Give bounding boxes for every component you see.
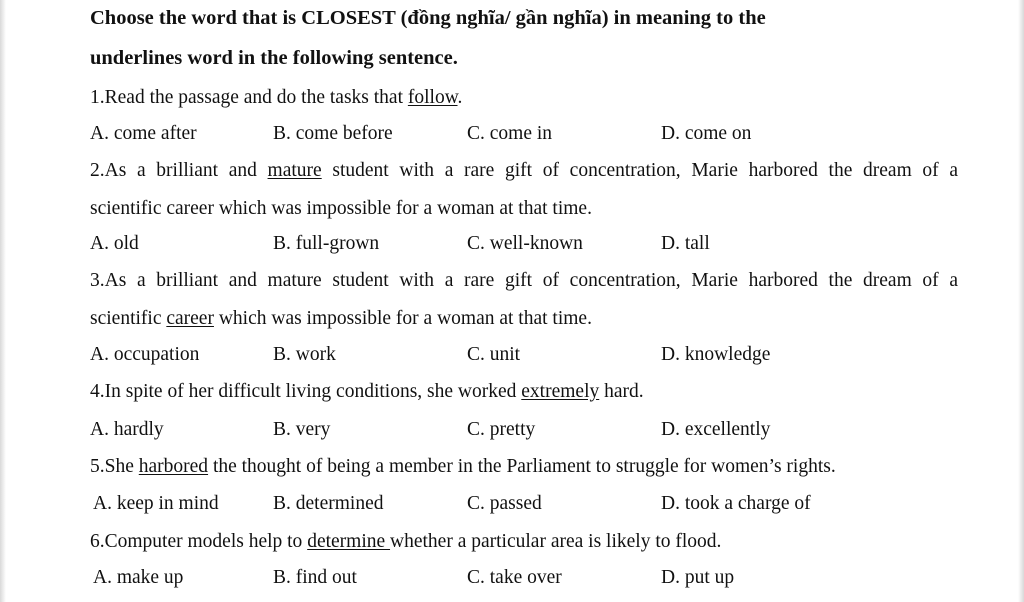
question-text: whether a particular area is likely to flood. (390, 531, 722, 552)
underlined-word: determine (307, 531, 391, 552)
question-number: 1. (90, 87, 105, 108)
option-a: A. hardly (90, 419, 164, 440)
option-a: A. come after (90, 123, 197, 144)
option-a: A. make up (93, 567, 184, 588)
instruction-line-2: underlines word in the following sentence. (90, 47, 458, 69)
question-2 (90, 159, 958, 183)
question-6 (90, 530, 721, 554)
option-c: C. take over (467, 567, 562, 588)
option-b: B. very (273, 419, 331, 440)
question-text: hard. (599, 381, 644, 402)
question-4 (90, 380, 644, 404)
question-number: 5. (90, 456, 105, 477)
option-b: B. determined (273, 493, 384, 514)
question-text: In spite of her difficult living conditions, she worked (104, 381, 522, 402)
option-d: D. knowledge (661, 344, 771, 365)
option-a: A. old (90, 233, 139, 254)
underlined-word: mature (267, 160, 322, 181)
question-5 (90, 455, 836, 479)
underlined-word: career (166, 308, 214, 329)
underlined-word: extremely (521, 381, 600, 402)
option-c: C. come in (467, 123, 553, 144)
question-text: the thought of being a member in the Parliament to struggle for women’s rights. (208, 456, 836, 477)
question-text: student with a rare gift of concentration, Marie harbored the dream of a (321, 160, 958, 181)
option-c: C. passed (467, 493, 542, 514)
question-text: which was impossible for a woman at that time. (213, 308, 592, 329)
option-c: C. unit (467, 344, 521, 365)
instruction-line-1: Choose the word that is CLOSEST (đồng nghĩa/ gần nghĩa) in meaning to the (90, 7, 766, 29)
option-b: B. full-grown (273, 233, 380, 254)
option-d: D. took a charge of (661, 493, 811, 514)
question-text: As a brilliant and mature student with a rare gift of concentration, Marie harbored the dream of a (104, 270, 958, 291)
underlined-word: follow (407, 87, 458, 108)
option-d: D. tall (661, 233, 710, 254)
question-2-continuation: scientific career which was impossible for a woman at that time. (90, 198, 592, 219)
question-number: 4. (90, 381, 105, 402)
option-d: D. excellently (661, 419, 771, 440)
option-b: B. find out (273, 567, 357, 588)
question-text: Read the passage and do the tasks that (104, 87, 408, 108)
question-number: 6. (90, 531, 105, 552)
option-c: C. pretty (467, 419, 536, 440)
option-b: B. come before (273, 123, 393, 144)
question-1 (90, 86, 462, 110)
question-3-continuation (90, 307, 592, 331)
option-a: A. occupation (90, 344, 200, 365)
page-edge-right (1018, 0, 1024, 602)
question-text: Computer models help to (104, 531, 308, 552)
question-number: 2. (90, 160, 105, 181)
question-text: As a brilliant and (104, 160, 268, 181)
page-edge-left (0, 0, 6, 602)
question-text: She (104, 456, 139, 477)
option-d: D. come on (661, 123, 752, 144)
question-number: 3. (90, 270, 105, 291)
question-text: scientific (90, 308, 167, 329)
option-d: D. put up (661, 567, 735, 588)
question-text: . (457, 87, 463, 108)
option-c: C. well-known (467, 233, 583, 254)
option-a: A. keep in mind (93, 493, 219, 514)
option-b: B. work (273, 344, 336, 365)
question-3 (90, 269, 958, 293)
underlined-word: harbored (138, 456, 209, 477)
